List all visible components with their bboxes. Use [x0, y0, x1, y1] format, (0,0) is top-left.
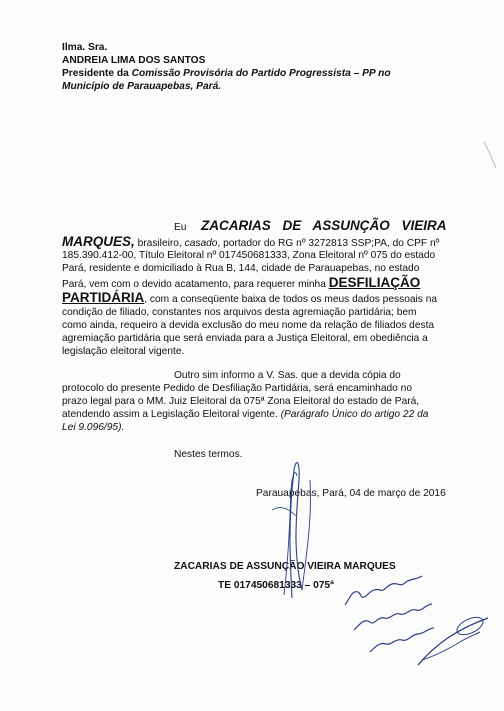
- body-line-7: condição de filiado, constantes nos arquivos desta agremiação partidária; bem: [62, 307, 417, 318]
- text-segment: brasileiro,: [134, 238, 185, 249]
- body-line-2: [62, 236, 439, 250]
- p2-line-4: [62, 409, 428, 421]
- marital-status: casado: [184, 238, 218, 249]
- body-line-10: legislação eleitoral vigente.: [62, 346, 185, 357]
- signer-name: ZACARIAS DE ASSUNÇÃO VIEIRA MARQUES: [174, 561, 396, 572]
- body-line-3: 185.390.412-00, Título Eleitoral nº 017450681333, Zona Eleitoral nº 075 do estado: [62, 250, 436, 261]
- scan-edge-mark: [482, 140, 500, 170]
- role-org: Comissão Provisória do Partido Progressista – PP no: [131, 68, 391, 79]
- p2-line-5: Lei 9.096/95).: [62, 422, 125, 433]
- requester-name-part2: MARQUES,: [62, 234, 135, 249]
- p2-line-1: Outro sim informo a V. Sas. que a devida cópia do: [174, 370, 401, 381]
- body-line-9: agremiação partidária que será enviada para a Justiça Eleitoral, em obediência a: [62, 333, 428, 344]
- text-segment: Pará, vem com o devido acatamento, para requerer minha: [62, 279, 329, 290]
- eu-word: Eu: [174, 222, 187, 233]
- handwritten-signature: [262, 450, 342, 600]
- desfiliacao-word: DESFILIAÇÃO: [328, 275, 421, 290]
- text-segment: , portador do RG nº 3272813 SSP;PA, do CPF nº: [217, 238, 440, 249]
- signer-voter-id: TE 017450681333 – 075ª: [218, 580, 334, 591]
- p2-line-2: protocolo do presente Pedido de Desfiliação Partidária, será encaminhado no: [62, 383, 412, 394]
- handwritten-receipt-note: [340, 560, 490, 670]
- place-date: Parauapebas, Pará, 04 de março de 2016: [256, 488, 446, 499]
- body-line-6: [62, 292, 437, 306]
- legal-citation: (Parágrafo Único do artigo 22 da: [280, 409, 429, 420]
- addressee-role: [62, 68, 391, 80]
- addressee-name: ANDREIA LIMA DOS SANTOS: [62, 55, 206, 66]
- text-segment: atendendo assim a Legislação Eleitoral vigente.: [62, 409, 281, 420]
- text-segment: , com a conseqüente baixa de todos os meus dados pessoais na: [144, 294, 438, 305]
- salutation: Ilma. Sra.: [62, 42, 108, 53]
- addressee-location: Município de Parauapebas, Pará.: [62, 81, 222, 92]
- requester-name-part1: ZACARIAS DE ASSUNÇÃO VIEIRA: [201, 218, 447, 233]
- partidaria-word: PARTIDÁRIA: [62, 290, 145, 305]
- p2-line-3: prazo legal para o MM. Juiz Eleitoral da 075ª Zona Eleitoral do estado de Pará,: [62, 396, 420, 407]
- closing-phrase: Nestes termos.: [174, 449, 243, 460]
- role-prefix: Presidente da: [62, 68, 132, 79]
- body-line-4: Pará, residente e domiciliado à Rua B, 144, cidade de Parauapebas, no estado: [62, 263, 420, 274]
- body-line-8: como ainda, requeiro a devida exclusão do meu nome da relação de filiados desta: [62, 320, 435, 331]
